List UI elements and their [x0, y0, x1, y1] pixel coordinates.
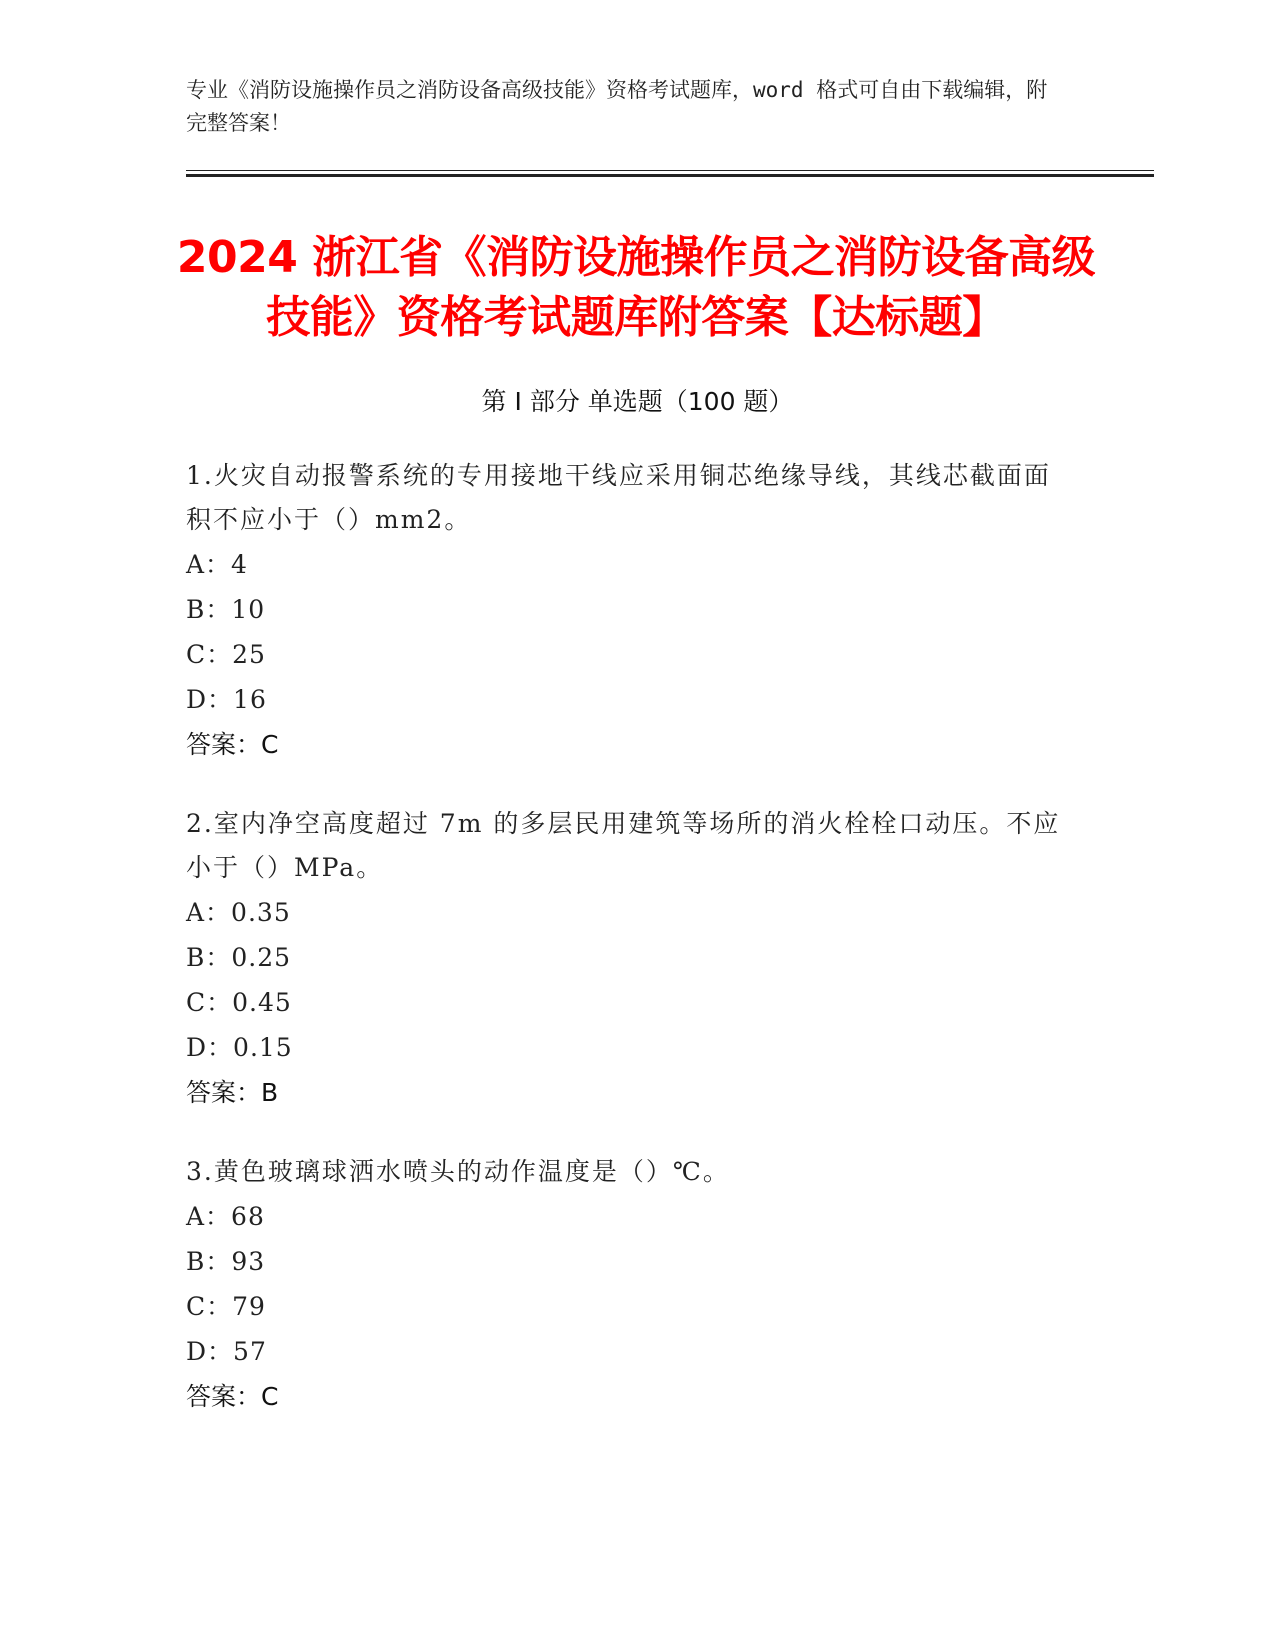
question-3	[186, 1150, 1066, 1419]
answer: 答案：C	[186, 1382, 279, 1411]
header-rule-thin	[186, 170, 1154, 171]
option-b: B：10	[186, 595, 266, 624]
answer: 答案：B	[186, 1078, 279, 1107]
option-a: A：4	[186, 550, 248, 579]
question-2	[186, 802, 1066, 1115]
option-a: A：0.35	[186, 898, 291, 927]
option-c: C：0.45	[186, 988, 292, 1017]
question-stem: 2.室内净空高度超过 7m 的多层民用建筑等场所的消火栓栓口动压。不应小于（）MPa。	[186, 809, 1061, 882]
option-b: B：93	[186, 1247, 266, 1276]
question-stem: 1.火灾自动报警系统的专用接地干线应采用铜芯绝缘导线，其线芯截面面积不应小于（）mm2。	[186, 461, 1051, 534]
answer: 答案：C	[186, 730, 279, 759]
option-d: D：0.15	[186, 1033, 293, 1062]
option-d: D：16	[186, 685, 267, 714]
option-b: B：0.25	[186, 943, 292, 972]
header-note: 专业《消防设施操作员之消防设备高级技能》资格考试题库，word 格式可自由下载编辑，附完整答案！	[186, 78, 1048, 135]
header-rule-thick	[186, 174, 1154, 177]
question-1	[186, 454, 1066, 767]
option-d: D：57	[186, 1337, 267, 1366]
question-stem: 3.黄色玻璃球洒水喷头的动作温度是（）℃。	[186, 1157, 730, 1186]
section-heading: 第 I 部分 单选题（100 题）	[481, 387, 794, 416]
option-a: A：68	[186, 1202, 265, 1231]
document-title: 2024 浙江省《消防设施操作员之消防设备高级技能》资格考试题库附答案【达标题】	[176, 232, 1096, 343]
option-c: C：79	[186, 1292, 266, 1321]
option-c: C：25	[186, 640, 266, 669]
